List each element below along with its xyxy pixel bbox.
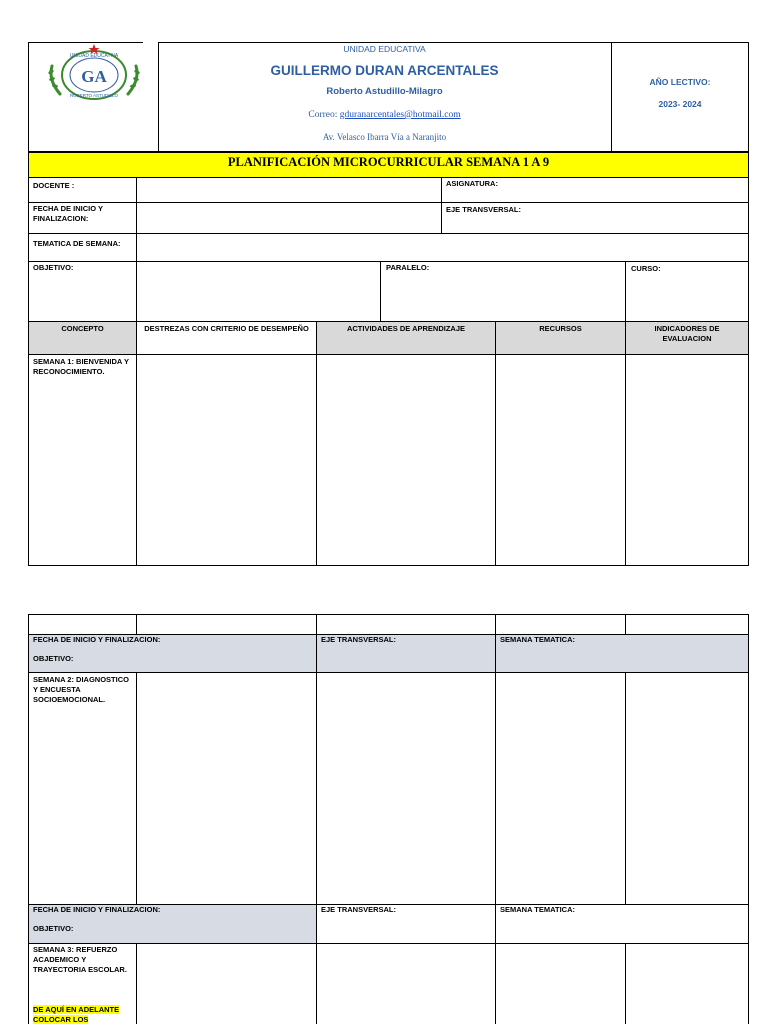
week-1-recursos-cell[interactable] (496, 355, 625, 565)
year-value: 2023- 2024 (658, 99, 702, 109)
fecha-field[interactable] (137, 203, 440, 233)
email-link[interactable]: gduranarcentales@hotmail.com (339, 110, 461, 120)
logo-emblem-icon (44, 44, 144, 104)
week-3-indicadores-cell[interactable] (626, 944, 748, 1024)
fecha-label: FECHA DE INICIO Y FINALIZACION: (33, 204, 103, 223)
paralelo-field[interactable] (381, 274, 624, 321)
school-type: UNIDAD EDUCATIVA (343, 44, 426, 54)
p2-semana-tematica-label: SEMANA TEMATICA: (500, 635, 575, 644)
tematica-label: TEMATICA DE SEMANA: (33, 239, 121, 248)
week-2-destrezas-cell[interactable] (137, 673, 316, 904)
p2-fecha-label: FECHA DE INICIO Y FINALIZACION: (33, 635, 161, 644)
col-destrezas: DESTREZAS CON CRITERIO DE DESEMPEÑO (144, 324, 309, 333)
svg-text:ROBERTO ASTUDILLO: ROBERTO ASTUDILLO (69, 93, 119, 98)
school-name: GUILLERMO DURAN ARCENTALES (270, 63, 499, 78)
curso-field[interactable] (626, 274, 748, 321)
email-line (158, 109, 611, 121)
week-2-actividades-cell[interactable] (317, 673, 495, 904)
tematica-field[interactable] (137, 234, 748, 261)
docente-field[interactable] (137, 178, 440, 202)
objetivo-label: OBJETIVO: (33, 263, 74, 272)
col-concepto: CONCEPTO (29, 322, 136, 354)
email-label: Correo: (308, 110, 338, 120)
week-1-indicadores-cell[interactable] (626, 355, 748, 565)
eje-field[interactable] (528, 203, 748, 233)
docente-label: DOCENTE : (33, 181, 75, 190)
p3-semana-tematica-label: SEMANA TEMATICA: (500, 905, 575, 914)
week-3-label: SEMANA 3: REFUERZO ACADEMICO Y TRAYECTORIA ESCOLAR. (33, 945, 127, 974)
week-2-label: SEMANA 2: DIAGNOSTICO Y ENCUESTA SOCIOEMOCIONAL. (33, 675, 129, 704)
paralelo-label: PARALELO: (386, 263, 430, 272)
col-actividades: ACTIVIDADES DE APRENDIZAJE (317, 322, 495, 354)
week-3-recursos-cell[interactable] (496, 944, 625, 1024)
week-2-recursos-cell[interactable] (496, 673, 625, 904)
year-label: AÑO LECTIVO: (649, 77, 711, 87)
eje-label: EJE TRANSVERSAL: (446, 205, 522, 214)
curso-label: CURSO: (631, 264, 661, 273)
school-address: Av. Velasco Ibarra Vía a Naranjito (322, 132, 447, 142)
week-3-actividades-cell[interactable] (317, 944, 495, 1024)
col-indicadores: INDICADORES DE EVALUACION (626, 322, 748, 354)
p3-fecha-label: FECHA DE INICIO Y FINALIZACION: (33, 905, 161, 914)
asignatura-field[interactable] (498, 178, 748, 202)
school-logo (44, 44, 144, 104)
school-location: Roberto Astudillo-Milagro (326, 86, 443, 97)
week-1-destrezas-cell[interactable] (137, 355, 316, 565)
col-recursos: RECURSOS (496, 322, 625, 354)
p3-objetivo-label: OBJETIVO: (33, 924, 74, 933)
week-3-note (33, 1005, 133, 1024)
p2-objetivo-label: OBJETIVO: (33, 654, 74, 663)
week-1-actividades-cell[interactable] (317, 355, 495, 565)
week-1-label: SEMANA 1: BIENVENIDA Y RECONOCIMIENTO. (33, 357, 129, 376)
objetivo-field[interactable] (137, 262, 379, 321)
week-3-note-text: DE AQUÍ EN ADELANTE COLOCAR LOS (33, 1005, 120, 1024)
asignatura-label: ASIGNATURA: (446, 179, 498, 188)
p2-eje-label: EJE TRANSVERSAL: (321, 635, 397, 644)
planning-title: PLANIFICACIÓN MICROCURRICULAR SEMANA 1 A 9 (28, 152, 749, 178)
p3-eje-label: EJE TRANSVERSAL: (321, 905, 397, 914)
week-3-destrezas-cell[interactable] (137, 944, 316, 1024)
svg-text:UNIDAD EDUCATIVA: UNIDAD EDUCATIVA (69, 53, 119, 59)
svg-text:GA: GA (81, 67, 107, 86)
page-1-sheet (28, 42, 749, 566)
week-2-indicadores-cell[interactable] (626, 673, 748, 904)
page-2-sheet (28, 614, 749, 1024)
